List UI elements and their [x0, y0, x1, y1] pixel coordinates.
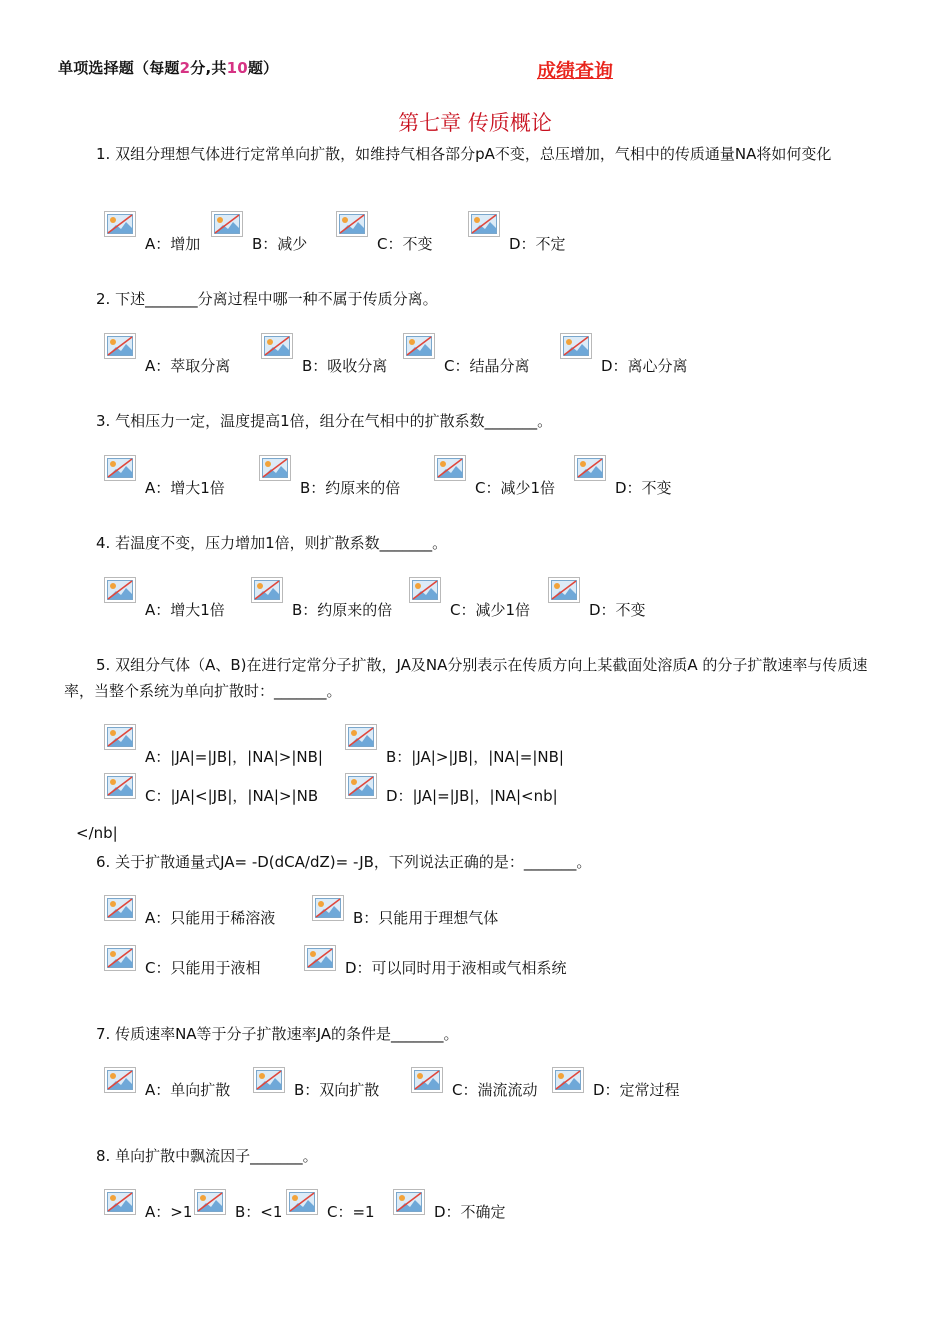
- q7-option-b-label: B：双向扩散: [294, 1081, 380, 1099]
- q5-option-c-label: C：|JA|<|JB|，|NA|>|NB: [145, 787, 319, 805]
- q1-option-c-radio[interactable]: [336, 211, 368, 237]
- q2-option-d-radio[interactable]: [560, 333, 592, 359]
- q2-option-a-label: A：萃取分离: [145, 357, 231, 375]
- question-6-text: 6. 关于扩散通量式JA= -D(dCA/dZ)= -JB，下列说法正确的是：_______。: [96, 853, 592, 871]
- points-per-question: 2: [179, 59, 191, 77]
- question-8-text: 8. 单向扩散中飘流因子_______。: [96, 1147, 318, 1165]
- question-1-text: 1. 双组分理想气体进行定常单向扩散，如维持气相各部分pA不变，总压增加，气相中的传质通量NA将如何变化: [96, 145, 832, 163]
- q5-option-a-label: A：|JA|=|JB|，|NA|>|NB|: [145, 748, 323, 766]
- q6-option-d-radio[interactable]: [304, 945, 336, 971]
- q4-option-b-label: B：约原来的倍: [292, 601, 393, 619]
- q6-option-c-radio[interactable]: [104, 945, 136, 971]
- q5-option-d-label: D：|JA|=|JB|，|NA|<nb|: [386, 787, 558, 805]
- q8-option-d-label: D：不确定: [434, 1203, 506, 1221]
- q1-option-a-radio[interactable]: [104, 211, 136, 237]
- q8-option-c-label: C：=1: [327, 1203, 375, 1221]
- q1-option-b-label: B：减少: [252, 235, 308, 253]
- q2-option-a-radio[interactable]: [104, 333, 136, 359]
- q7-option-b-radio[interactable]: [253, 1067, 285, 1093]
- question-5-text: 5. 双组分气体（A、B)在进行定常分子扩散，JA及NA分别表示在传质方向上某截面处溶质A 的分子扩散速率与传质速率，当整个系统为单向扩散时：_______。: [64, 656, 868, 700]
- q8-option-b-radio[interactable]: [194, 1189, 226, 1215]
- q7-option-a-radio[interactable]: [104, 1067, 136, 1093]
- q4-option-d-label: D：不变: [589, 601, 646, 619]
- q7-option-a-label: A：单向扩散: [145, 1081, 231, 1099]
- q5-option-b-radio[interactable]: [345, 724, 377, 750]
- q5-option-b-label: B：|JA|>|JB|，|NA|=|NB|: [386, 748, 564, 766]
- q6-option-b-label: B：只能用于理想气体: [353, 909, 499, 927]
- q4-option-d-radio[interactable]: [548, 577, 580, 603]
- question-7-text: 7. 传质速率NA等于分子扩散速率JA的条件是_______。: [96, 1025, 459, 1043]
- q7-option-c-radio[interactable]: [411, 1067, 443, 1093]
- q2-option-d-label: D：离心分离: [601, 357, 688, 375]
- question-count: 10: [226, 59, 248, 77]
- q8-option-a-label: A：>1: [145, 1203, 193, 1221]
- q5-option-c-radio[interactable]: [104, 773, 136, 799]
- chapter-title: 第七章 传质概论: [398, 111, 552, 135]
- q3-option-a-label: A：增大1倍: [145, 479, 225, 497]
- q5-option-a-radio[interactable]: [104, 724, 136, 750]
- heading-text: 单项选择题（每题: [58, 59, 180, 77]
- q6-option-a-label: A：只能用于稀溶液: [145, 909, 276, 927]
- q3-option-c-label: C：减少1倍: [475, 479, 556, 497]
- q8-option-a-radio[interactable]: [104, 1189, 136, 1215]
- q6-option-b-radio[interactable]: [312, 895, 344, 921]
- q4-option-c-radio[interactable]: [409, 577, 441, 603]
- q2-option-c-radio[interactable]: [403, 333, 435, 359]
- q8-option-b-label: B：<1: [235, 1203, 283, 1221]
- q2-option-c-label: C：结晶分离: [444, 357, 530, 375]
- q6-option-d-label: D：可以同时用于液相或气相系统: [345, 959, 567, 977]
- question-2-text: 2. 下述_______分离过程中哪一种不属于传质分离。: [96, 290, 438, 308]
- score-query-link[interactable]: 成绩查询: [537, 60, 614, 82]
- q6-option-c-label: C：只能用于液相: [145, 959, 261, 977]
- q1-option-d-label: D：不定: [509, 235, 566, 253]
- q4-option-b-radio[interactable]: [251, 577, 283, 603]
- question-4-text: 4. 若温度不变，压力增加1倍，则扩散系数_______。: [96, 534, 448, 552]
- question-3-text: 3. 气相压力一定，温度提高1倍，组分在气相中的扩散系数_______。: [96, 412, 553, 430]
- q3-option-b-radio[interactable]: [259, 455, 291, 481]
- q3-option-d-radio[interactable]: [574, 455, 606, 481]
- q4-option-a-label: A：增大1倍: [145, 601, 225, 619]
- q8-option-d-radio[interactable]: [393, 1189, 425, 1215]
- q3-option-a-radio[interactable]: [104, 455, 136, 481]
- q5-option-d-radio[interactable]: [345, 773, 377, 799]
- q4-option-a-radio[interactable]: [104, 577, 136, 603]
- heading-text-mid: 分,共: [190, 59, 227, 77]
- q2-option-b-label: B：吸收分离: [302, 357, 388, 375]
- q7-option-d-label: D：定常过程: [593, 1081, 680, 1099]
- q3-option-d-label: D：不变: [615, 479, 672, 497]
- q1-option-d-radio[interactable]: [468, 211, 500, 237]
- stray-markup-text: </nb|: [76, 824, 118, 842]
- heading-text-end: 题）: [247, 59, 279, 77]
- q7-option-c-label: C：湍流流动: [452, 1081, 538, 1099]
- q7-option-d-radio[interactable]: [552, 1067, 584, 1093]
- q2-option-b-radio[interactable]: [261, 333, 293, 359]
- q4-option-c-label: C：减少1倍: [450, 601, 531, 619]
- q3-option-c-radio[interactable]: [434, 455, 466, 481]
- q3-option-b-label: B：约原来的倍: [300, 479, 401, 497]
- q1-option-c-label: C：不变: [377, 235, 433, 253]
- q6-option-a-radio[interactable]: [104, 895, 136, 921]
- q1-option-b-radio[interactable]: [211, 211, 243, 237]
- section-heading: [58, 57, 278, 78]
- q1-option-a-label: A：增加: [145, 235, 201, 253]
- q8-option-c-radio[interactable]: [286, 1189, 318, 1215]
